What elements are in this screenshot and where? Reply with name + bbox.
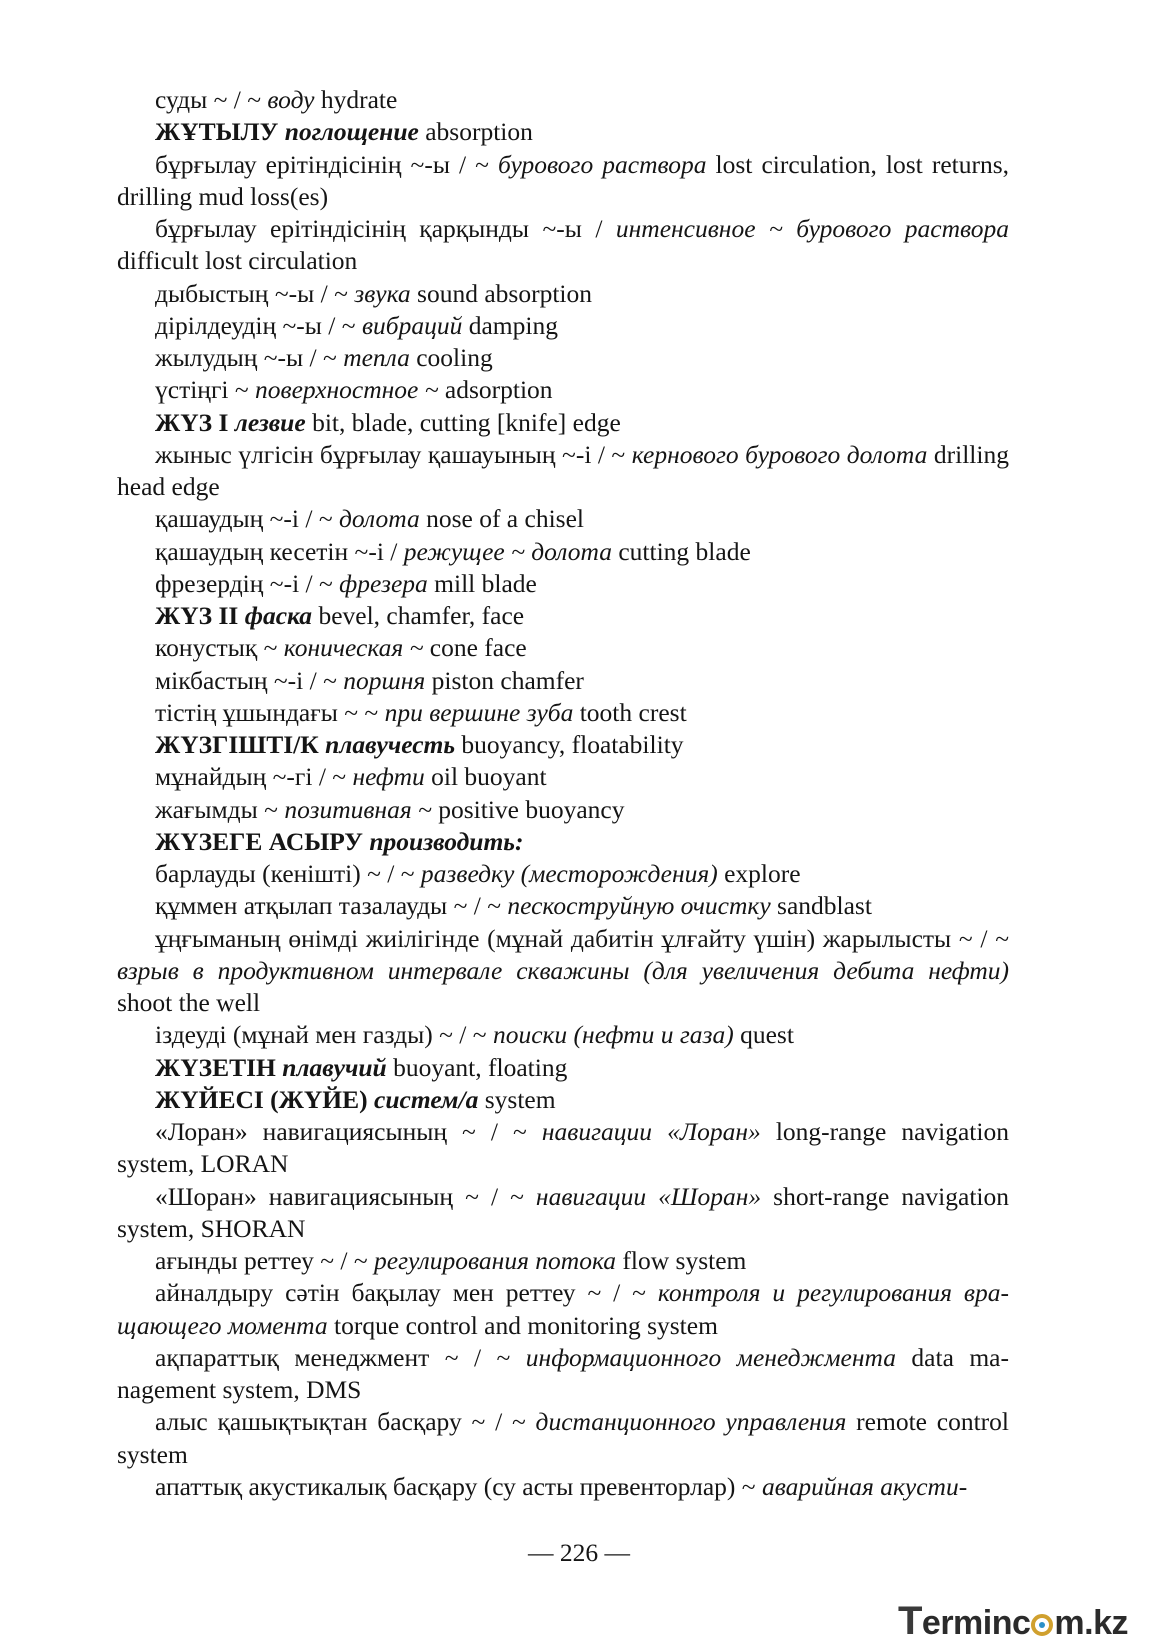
russian-term: навигации «Шоран» <box>535 1181 762 1211</box>
entry-text: oil buoyant <box>424 762 547 792</box>
russian-term: при вершине зуба <box>384 697 574 727</box>
russian-term: воду <box>267 85 315 114</box>
entry-text: «Лоран» навигациясының ~ / ~ <box>155 1117 542 1146</box>
entry-text: cooling <box>409 343 493 372</box>
entry-text: фрезердің ~-і / ~ <box>155 568 340 598</box>
russian-term: фрезера <box>339 568 428 598</box>
dictionary-entry <box>117 826 1009 858</box>
entry-text: жыныс үлгісін бұрғылау қашауының ~-і / ~ <box>155 439 632 469</box>
russian-headword: систем/а <box>374 1084 479 1114</box>
entry-text: short-range navigation system, SHORAN <box>117 1181 1009 1243</box>
entry-text: shoot the well <box>117 988 261 1017</box>
dictionary-entry <box>117 600 1009 632</box>
entry-text: system <box>478 1084 556 1114</box>
russian-term: интенсивное ~ бурового раствора <box>615 214 1009 243</box>
entry-text: buoyant, floating <box>386 1052 568 1082</box>
headword: ЖҮЙЕСІ (ЖҮЙЕ) <box>155 1084 375 1114</box>
russian-headword: поглощение <box>284 117 419 147</box>
dictionary-entry <box>117 568 1009 600</box>
entry-text: ақпараттық менеджмент ~ / ~ <box>155 1342 526 1372</box>
dictionary-entry <box>117 858 1009 890</box>
entry-text: bevel, chamfer, face <box>312 601 525 630</box>
dictionary-entry <box>117 1406 1009 1471</box>
dictionary-entry <box>117 84 1009 116</box>
entry-text: «Шоран» навигациясының ~ / ~ <box>155 1181 536 1211</box>
russian-term: регулирования потока <box>374 1246 617 1275</box>
dictionary-entry <box>117 1181 1009 1246</box>
dictionary-entry <box>117 1019 1009 1051</box>
page-number: — 226 — <box>528 1538 630 1567</box>
entry-text: тістің ұшындағы ~ ~ <box>155 697 385 727</box>
russian-term: контроля и регулирования вращающего момента <box>117 1278 1009 1340</box>
dictionary-entry <box>117 503 1009 535</box>
russian-term: навигации «Лоран» <box>541 1117 761 1146</box>
entry-text: алыс қашықтықтан басқару ~ / ~ <box>155 1407 536 1437</box>
entry-text: quest <box>733 1020 794 1050</box>
entry-text: torque control and monitoring system <box>327 1310 718 1340</box>
entry-text: ағынды реттеу ~ / ~ <box>155 1246 375 1275</box>
dictionary-entry <box>117 1116 1009 1181</box>
russian-term: дистанционного управления <box>535 1407 847 1437</box>
dictionary-entry <box>117 923 1009 1020</box>
entry-text: іздеуді (мұнай мен газды) ~ / ~ <box>155 1020 493 1050</box>
entry-text: мұнайдың ~-гі / ~ <box>155 762 353 792</box>
entry-text: құммен атқылап тазалауды ~ / ~ <box>155 891 508 921</box>
dictionary-entry <box>117 116 1009 148</box>
headword: ЖҮЗ II <box>155 601 245 630</box>
entry-text: absorption <box>418 117 533 147</box>
entry-text: adsorption <box>438 375 553 405</box>
headword: ЖҮЗ I <box>155 407 235 437</box>
dictionary-entry <box>117 278 1009 310</box>
entry-text: sandblast <box>770 891 872 921</box>
dictionary-entry <box>117 761 1009 793</box>
russian-term: аварийная акусти- <box>761 1471 968 1501</box>
entry-text: қашаудың ~-і / ~ <box>155 504 340 534</box>
entry-text: hydrate <box>314 85 398 114</box>
dictionary-entry <box>117 665 1009 697</box>
dictionary-entry <box>117 374 1009 406</box>
entry-text: бұрғылау ерітіндісінің қарқынды ~-ы / <box>155 214 616 243</box>
dictionary-page <box>117 84 1009 1503</box>
entry-text: мікбастың ~-і / ~ <box>155 665 344 695</box>
entry-text: апаттық акустикалық басқару (су асты превенторлар) ~ <box>155 1471 762 1501</box>
russian-term: поршня <box>343 665 426 695</box>
entry-text: дірілдеудің ~-ы / ~ <box>155 310 362 340</box>
russian-term: бурового раствора <box>498 149 707 179</box>
russian-term: информационного менеджмента <box>525 1342 896 1372</box>
entry-text: жағымды ~ <box>155 794 285 824</box>
entry-text: bit, blade, cutting [knife] edge <box>305 407 621 437</box>
russian-term: нефти <box>352 762 425 792</box>
entry-text: барлауды (кеніштi) ~ / ~ <box>155 859 421 888</box>
russian-headword: плавучесть <box>325 730 456 759</box>
russian-headword: плавучий <box>282 1052 387 1082</box>
entry-text: damping <box>462 310 558 340</box>
russian-term: вибраций <box>361 310 463 340</box>
russian-term: звука <box>354 278 411 308</box>
entry-text: айналдыру сәтін бақылау мен реттеу ~ / ~ <box>155 1278 658 1308</box>
entry-text: конустық ~ <box>155 633 284 663</box>
entry-text: бұрғылау ерітіндісінің ~-ы / ~ <box>155 149 499 179</box>
entry-text: positive buoyancy <box>431 794 625 824</box>
entry-text: nose of a chisel <box>419 504 584 534</box>
russian-headword: фаска <box>244 601 313 630</box>
watermark-o-icon <box>1031 1614 1053 1636</box>
russian-term: поверхностное ~ <box>255 375 439 405</box>
watermark-text-part: erminc <box>921 1604 1031 1642</box>
russian-term: пескоструйную очистку <box>507 891 771 921</box>
dictionary-entry <box>117 149 1009 214</box>
entry-text: piston chamfer <box>425 665 584 695</box>
entry-text: қашаудың кесетін ~-і / <box>155 536 404 566</box>
headword: ЖҰТЫЛУ <box>155 117 285 147</box>
entry-text: tooth crest <box>573 697 687 727</box>
dictionary-entry <box>117 697 1009 729</box>
russian-term: коническая ~ <box>283 633 424 663</box>
russian-term: режущее ~ долота <box>403 536 612 566</box>
dictionary-entry <box>117 407 1009 439</box>
watermark-letter-t: T <box>897 1599 922 1643</box>
russian-term: кернового бурового долота <box>631 439 928 469</box>
russian-headword: лезвие <box>234 407 306 437</box>
dictionary-entry <box>117 794 1009 826</box>
entry-text: ұңғыманың өнімді жиілігінде (мұнай дабитін ұлғайту үшін) жарылысты ~ / ~ <box>155 923 1009 953</box>
dictionary-entry <box>117 342 1009 374</box>
entry-text: drilling head edge <box>117 439 1009 501</box>
watermark-text-domain: m.kz <box>1054 1604 1128 1642</box>
dictionary-entry <box>117 1052 1009 1084</box>
russian-term: долота <box>339 504 420 534</box>
headword: ЖҮЗЕГЕ АСЫРУ <box>155 826 370 856</box>
dictionary-entry <box>117 632 1009 664</box>
dictionary-entry <box>117 1342 1009 1407</box>
russian-term: взрыв в продуктивном интервале скважины (для увеличения дебита нефти) <box>117 955 1009 985</box>
entry-text: long-range navigation system, LORAN <box>117 1117 1009 1179</box>
entry-text: sound absorption <box>410 278 592 308</box>
dictionary-entry <box>117 439 1009 504</box>
entry-text: difficult lost circulation <box>117 246 358 276</box>
entry-text: дыбыстың ~-ы / ~ <box>155 278 355 308</box>
dictionary-entry <box>117 890 1009 922</box>
entry-text: lost circulation, lost returns, drilling mud loss(es) <box>117 149 1010 211</box>
russian-term: позитивная ~ <box>284 794 432 824</box>
russian-term: поиски (нефти и газа) <box>492 1020 734 1050</box>
termincom-watermark-logo <box>898 1601 1128 1641</box>
russian-term: разведку (месторождения) <box>420 859 718 888</box>
entry-text: buoyancy, floatability <box>455 730 684 759</box>
entry-text: flow system <box>616 1246 747 1275</box>
dictionary-entry <box>117 310 1009 342</box>
russian-term: тепла <box>343 343 410 372</box>
entry-text: үстіңгі ~ <box>155 375 256 405</box>
dictionary-entry <box>117 1245 1009 1277</box>
dictionary-entry <box>117 1471 1009 1503</box>
entry-text: data management system, DMS <box>117 1342 1009 1404</box>
russian-headword: производить: <box>369 826 524 856</box>
entry-text: remote control system <box>117 1407 1009 1469</box>
entry-text: mill blade <box>427 568 537 598</box>
headword: ЖҮЗГІШТІ/К <box>155 730 326 759</box>
entry-text: суды ~ / ~ <box>155 85 268 114</box>
entry-text: cone face <box>423 633 527 663</box>
dictionary-entry <box>117 1084 1009 1116</box>
headword: ЖҮЗЕТІН <box>155 1052 283 1082</box>
entry-text: жылудың ~-ы / ~ <box>155 343 344 372</box>
dictionary-entry <box>117 729 1009 761</box>
entry-text: explore <box>717 859 801 888</box>
dictionary-entry <box>117 1277 1009 1342</box>
entry-text: cutting blade <box>611 536 751 566</box>
dictionary-entry <box>117 536 1009 568</box>
dictionary-entry <box>117 213 1009 278</box>
